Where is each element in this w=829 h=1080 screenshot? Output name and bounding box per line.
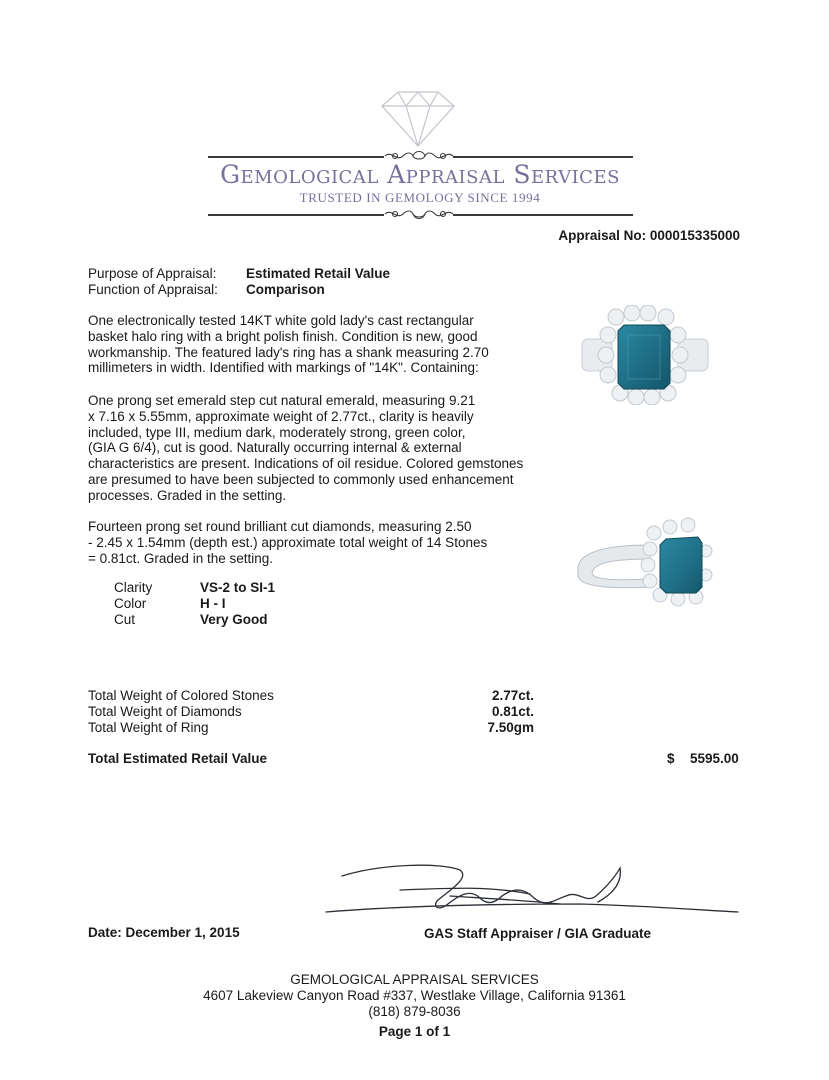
emerald-description-line: processes. Graded in the setting. bbox=[88, 487, 287, 503]
company-tagline: TRUSTED IN GEMOLOGY SINCE 1994 bbox=[299, 190, 541, 205]
total-value-label: Total Estimated Retail Value bbox=[88, 751, 268, 766]
emerald-description-line: are presumed to have been subjected to commonly used enhancement bbox=[88, 471, 514, 487]
diamond-outline-icon bbox=[378, 88, 458, 148]
ring-description-line: workmanship. The featured lady's ring has a shank measuring 2.70 bbox=[88, 344, 489, 360]
diamonds-description bbox=[88, 519, 538, 566]
emerald-description-line: One prong set emerald step cut natural emerald, measuring 9.21 bbox=[88, 393, 476, 408]
footer-phone: (818) 879-8036 bbox=[368, 1004, 461, 1019]
colored-stones-weight-value: 2.77ct. bbox=[491, 688, 534, 703]
footer-address: 4607 Lakeview Canyon Road #337, Westlake Village, California 91361 bbox=[203, 988, 626, 1003]
flourish-ornament-icon bbox=[383, 206, 455, 222]
company-name: Gemological Appraisal Services bbox=[220, 160, 620, 189]
diamonds-description-line: - 2.45 x 1.54mm (depth est.) approximate total weight of 14 Stones bbox=[88, 534, 488, 550]
ring-weight-value: 7.50gm bbox=[487, 720, 534, 735]
diamonds-description-line: = 0.81ct. Graded in the setting. bbox=[88, 550, 273, 566]
ring-top-view-photo bbox=[580, 305, 710, 405]
ring-description-line: basket halo ring with a bright polish finish. Condition is new, good bbox=[88, 328, 478, 344]
color-label: Color bbox=[114, 596, 147, 611]
diamonds-weight-label: Total Weight of Diamonds bbox=[88, 704, 242, 719]
cut-label: Cut bbox=[114, 612, 136, 627]
appraisal-number: Appraisal No: 000015335000 bbox=[558, 228, 740, 243]
cut-value: Very Good bbox=[200, 612, 268, 627]
function-value: Comparison bbox=[246, 282, 325, 297]
ring-description bbox=[88, 313, 538, 376]
total-value-currency: $ bbox=[667, 751, 675, 766]
clarity-label: Clarity bbox=[114, 580, 153, 595]
header-rule-top-left bbox=[208, 156, 384, 158]
appraisal-date: Date: December 1, 2015 bbox=[88, 925, 240, 940]
emerald-description-line: characteristics are present. Indications of oil residue. Colored gemstones bbox=[88, 456, 524, 472]
emerald-description bbox=[88, 393, 538, 504]
ring-description-line: One electronically tested 14KT white gold lady's cast rectangular bbox=[88, 313, 474, 328]
ring-side-view-photo bbox=[570, 515, 720, 610]
emerald-description-line: x 7.16 x 5.55mm, approximate weight of 2.77ct., clarity is heavily bbox=[88, 408, 474, 424]
header-rule-top-right bbox=[453, 156, 633, 158]
clarity-value: VS-2 to SI-1 bbox=[200, 580, 276, 595]
appraiser-signature bbox=[320, 860, 740, 920]
diamonds-weight-value: 0.81ct. bbox=[491, 704, 534, 719]
emerald-description-line: (GIA G 6/4), cut is good. Naturally occurring internal & external bbox=[88, 440, 462, 456]
diamonds-description-line: Fourteen prong set round brilliant cut diamonds, measuring 2.50 bbox=[88, 519, 472, 534]
purpose-value: Estimated Retail Value bbox=[246, 266, 391, 281]
ring-description-line: millimeters in width. Identified with markings of "14K". Containing: bbox=[88, 360, 479, 376]
colored-stones-weight-label: Total Weight of Colored Stones bbox=[88, 688, 274, 703]
purpose-label: Purpose of Appraisal: bbox=[88, 266, 217, 281]
color-value: H - I bbox=[200, 596, 226, 611]
function-label: Function of Appraisal: bbox=[88, 282, 218, 297]
total-value-amount: 5595.00 bbox=[690, 751, 739, 766]
header-rule-bottom-left bbox=[208, 214, 384, 216]
signer-title: GAS Staff Appraiser / GIA Graduate bbox=[424, 926, 652, 941]
page-number: Page 1 of 1 bbox=[378, 1024, 451, 1039]
ring-weight-label: Total Weight of Ring bbox=[88, 720, 209, 735]
footer-company-name: GEMOLOGICAL APPRAISAL SERVICES bbox=[290, 972, 539, 987]
header-rule-bottom-right bbox=[453, 214, 633, 216]
emerald-description-line: included, type III, medium dark, moderately strong, green color, bbox=[88, 424, 466, 440]
